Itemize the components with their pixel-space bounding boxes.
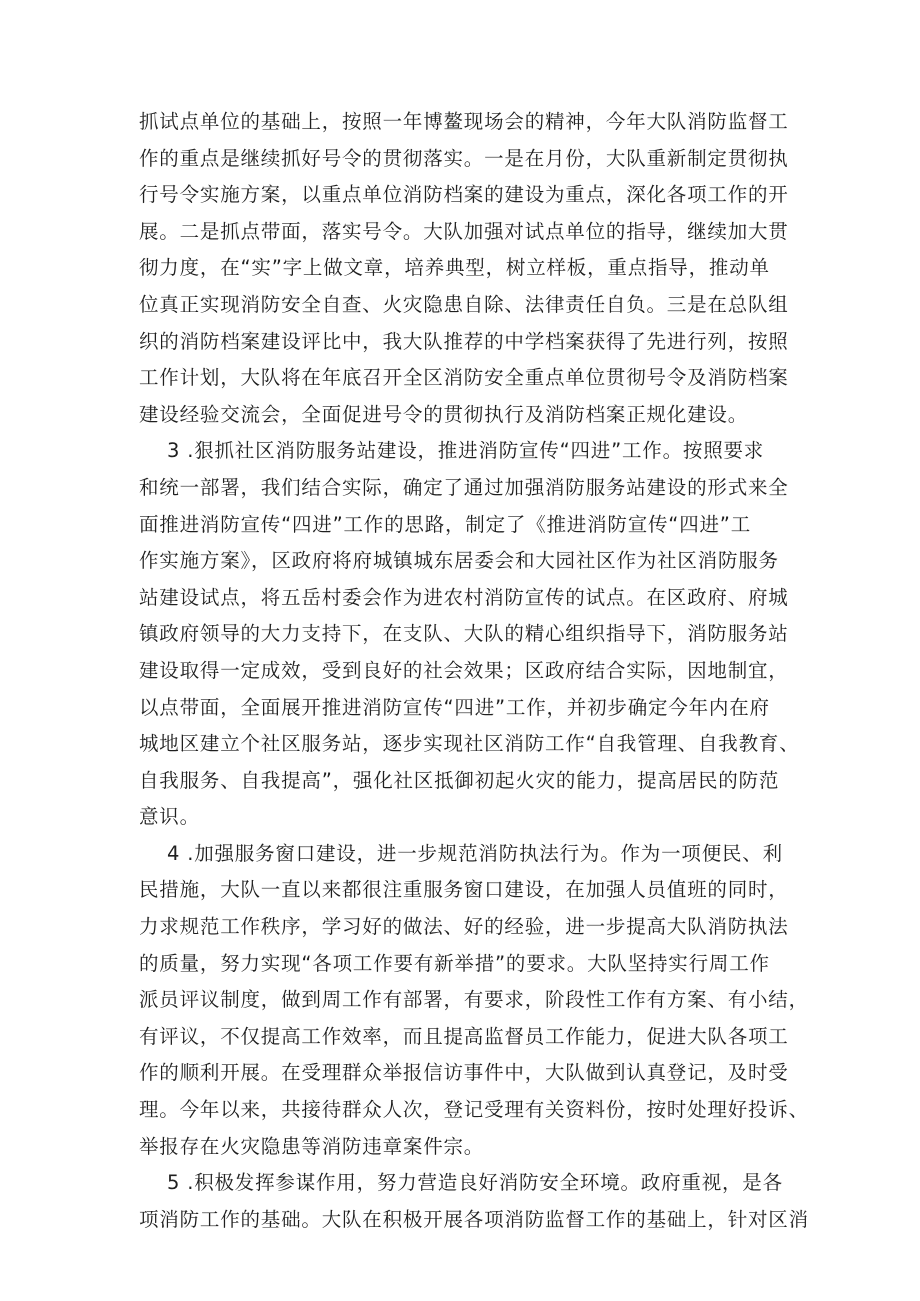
- paragraph: [139, 433, 800, 836]
- text-line: 和统一部署，我们结合实际，确定了通过加强消防服务站建设的形式来全: [139, 475, 789, 499]
- document-body: [139, 104, 809, 1238]
- text-line: 织的消防档案建设评比中，我大队推荐的中学档案获得了先进行列，按照: [139, 329, 789, 353]
- text-line: 城地区建立个社区服务站，逐步实现社区消防工作“自我管理、自我教育、: [139, 732, 800, 756]
- text-line: 民措施，大队一直以来都很注重服务窗口建设，在加强人员值班的同时，: [139, 878, 789, 902]
- text-line: 意识。: [139, 805, 200, 829]
- text-line: 工作计划，大队将在年底召开全区消防安全重点单位贯彻号令及消防档案: [139, 366, 789, 390]
- text-line: 行号令实施方案，以重点单位消防档案的建设为重点，深化各项工作的开: [139, 183, 789, 207]
- text-line: 彻力度，在“实”字上做文章，培养典型，树立样板，重点指导，推动单: [139, 256, 770, 280]
- text-line: 镇政府领导的大力支持下，在支队、大队的精心组织指导下，消防服务站: [139, 622, 789, 646]
- text-line: 派员评议制度，做到周工作有部署，有要求，阶段性工作有方案、有小结，: [139, 988, 809, 1012]
- paragraph: [139, 104, 791, 433]
- text-line: 的质量，努力实现“各项工作要有新举措”的要求。大队坚持实行周工作: [139, 951, 770, 975]
- text-line: 作的顺利开展。在受理群众举报信访事件中，大队做到认真登记，及时受: [139, 1061, 789, 1085]
- paragraph: [139, 1165, 809, 1238]
- text-line: 举报存在火灾隐患等消防违章案件宗。: [139, 1134, 485, 1158]
- text-line: 5 .积极发挥参谋作用，努力营造良好消防安全环境。政府重视，是各: [139, 1171, 783, 1195]
- text-line: 展。二是抓点带面，落实号令。大队加强对试点单位的指导，继续加大贯: [139, 219, 789, 243]
- text-line: 作实施方案》，区政府将府城镇城东居委会和大园社区作为社区消防服务: [139, 549, 779, 573]
- text-line: 建设经验交流会，全面促进号令的贯彻执行及消防档案正规化建设。: [139, 402, 749, 426]
- text-line: 以点带面，全面展开推进消防宣传“四进”工作，并初步确定今年内在府: [139, 695, 770, 719]
- text-line: 站建设试点，将五岳村委会作为进农村消防宣传的试点。在区政府、府城: [139, 585, 789, 609]
- text-line: 自我服务、自我提高”，强化社区抵御初起火灾的能力，提高居民的防范: [139, 768, 780, 792]
- text-line: 3 .狠抓社区消防服务站建设，推进消防宣传“四进”工作。按照要求: [139, 439, 765, 463]
- text-line: 建设取得一定成效，受到良好的社会效果；区政府结合实际，因地制宜，: [139, 658, 789, 682]
- text-line: 力求规范工作秩序，学习好的做法、好的经验，进一步提高大队消防执法: [139, 915, 789, 939]
- text-line: 面推进消防宣传“四进”工作的思路，制定了《推进消防宣传“四进”工: [139, 512, 752, 536]
- paragraph: [139, 836, 809, 1165]
- text-line: 抓试点单位的基础上，按照一年博鳌现场会的精神，今年大队消防监督工: [139, 110, 789, 133]
- text-line: 项消防工作的基础。大队在积极开展各项消防监督工作的基础上，针对区消: [139, 1207, 809, 1231]
- text-line: 位真正实现消防安全自查、火灾隐患自除、法律责任自负。三是在总队组: [139, 292, 789, 316]
- text-line: 作的重点是继续抓好号令的贯彻落实。一是在月份，大队重新制定贯彻执: [139, 146, 789, 170]
- text-line: 4 .加强服务窗口建设，进一步规范消防执法行为。作为一项便民、利: [139, 841, 783, 865]
- text-line: 理。今年以来，共接待群众人次，登记受理有关资料份，按时处理好投诉、: [139, 1098, 809, 1122]
- text-line: 有评议，不仅提高工作效率，而且提高监督员工作能力，促进大队各项工: [139, 1024, 789, 1048]
